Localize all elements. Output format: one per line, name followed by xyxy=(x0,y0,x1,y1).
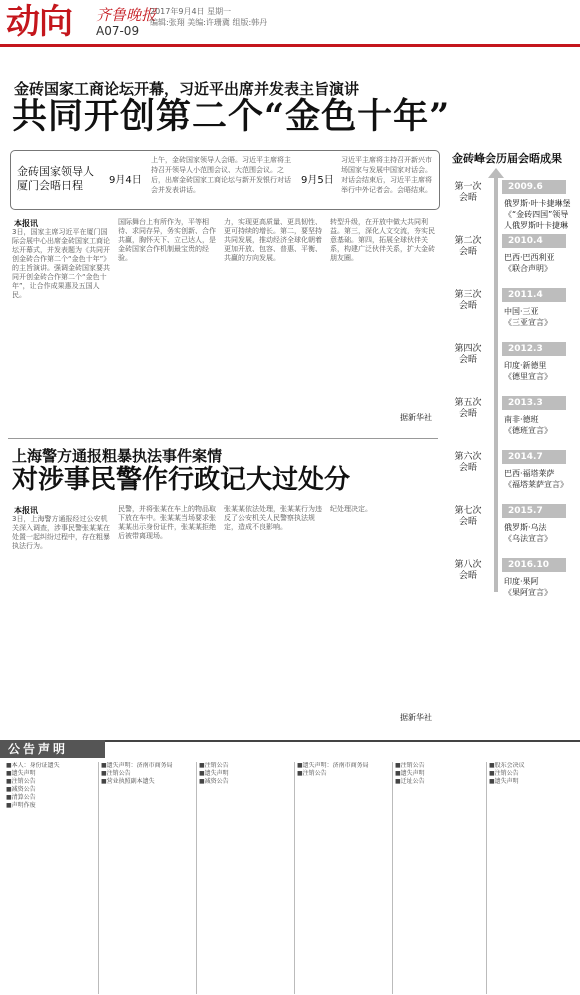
timeline-year: 2014.7 xyxy=(502,450,566,464)
story1-byline: 本报讯 xyxy=(14,219,38,228)
timeline-item xyxy=(448,396,576,448)
timeline-item xyxy=(448,342,576,394)
notice-column: ■遗失声明：济南市商务局 ■注销公告 xyxy=(294,762,389,994)
timeline-label: 第三次 会晤 xyxy=(454,290,482,311)
story1-col2: 国际舞台上有所作为，平等相待、求同存异，务实创新、合作共赢，胸怀天下、立己达人，是金砖国家合作机制最宝贵的经验。 xyxy=(118,218,216,262)
timeline-item xyxy=(448,450,576,502)
timeline-item xyxy=(448,234,576,286)
notice-column: ■本人：身份证遗失 ■遗失声明 ■注销公告 ■减资公告 ■清算公告 ■声明作废 xyxy=(6,762,60,809)
story2-col3: 张某某依法处理，张某某行为违反了公安机关人民警察执法规定，造成不良影响。 xyxy=(224,505,322,531)
story2-byline: 本报讯 xyxy=(14,506,38,515)
story1-headline: 共同开创第二个“金色十年” xyxy=(12,96,451,137)
timeline-label: 第一次 会晤 xyxy=(454,182,482,203)
notice-column: ■股东会决议 ■注销公告 ■遗失声明 xyxy=(486,762,576,994)
page-header xyxy=(0,0,580,48)
header-meta: 2017年9月4日 星期一 编辑:张翔 美编:许珊冀 组版:韩丹 xyxy=(150,7,268,27)
timeline-label: 第五次 会晤 xyxy=(454,398,482,419)
timeline-year: 2015.7 xyxy=(502,504,566,518)
timeline-item xyxy=(448,558,576,610)
timeline-label: 第七次 会晤 xyxy=(454,506,482,527)
story2-source: 据新华社 xyxy=(400,713,432,722)
section-divider xyxy=(8,438,438,439)
timeline-panel xyxy=(448,150,576,605)
timeline-item xyxy=(448,504,576,556)
timeline-result: 中国·三亚 《三亚宣言》 xyxy=(504,307,552,327)
story1-col1: 3日，国家主席习近平在厦门国际会展中心出席金砖国家工商论坛开幕式，并发表题为《共同开创金砖合作第二个“金色十年”》的主旨演讲。强调金砖国家要共同开创金砖合作第二个“金色十年”，让合作成果惠及五国人民。 xyxy=(12,228,111,299)
story2-headline: 对涉事民警作行政记大过处分 xyxy=(12,465,351,495)
timeline-year: 2010.4 xyxy=(502,234,566,248)
notice-column: ■注销公告 ■遗失声明 ■减资公告 xyxy=(196,762,291,994)
timeline-year: 2011.4 xyxy=(502,288,566,302)
newspaper-brand: 齐鲁晚报 xyxy=(96,6,157,24)
timeline-year: 2013.3 xyxy=(502,396,566,410)
timeline-title: 金砖峰会历届会晤成果 xyxy=(452,152,562,165)
header-rule xyxy=(0,44,580,47)
story2-col2: 民警，并将张某在车上的物品取下放在车中。张某某当场要求张某某出示身份证件，张某某拒绝后被带离现场。 xyxy=(118,505,216,540)
timeline-item xyxy=(448,180,576,232)
story2-col1: 3日，上海警方通报经过公安机关深入调查，涉事民警张某某在处置一起纠纷过程中，存在粗暴执法行为。 xyxy=(12,515,110,550)
schedule-box xyxy=(10,150,440,210)
page-number: A07-09 xyxy=(96,24,140,38)
timeline-year: 2012.3 xyxy=(502,342,566,356)
timeline-year: 2016.10 xyxy=(502,558,566,572)
timeline-result: 巴西·巴西利亚 《联合声明》 xyxy=(504,253,555,273)
story1-col3: 力，实现更高质量、更具韧性、更可持续的增长。第二，要坚持共同发展，推动经济全球化朝着更加开放、包容、普惠、平衡、共赢的方向发展。 xyxy=(224,218,322,262)
timeline-label: 第四次 会晤 xyxy=(454,344,482,365)
schedule-day2: 9月5日 xyxy=(301,175,334,186)
story1-kicker: 金砖国家工商论坛开幕，习近平出席并发表主旨演讲 xyxy=(14,80,360,98)
timeline-result: 俄罗斯·乌法 《乌法宣言》 xyxy=(504,523,552,543)
story1-source: 据新华社 xyxy=(400,413,432,422)
timeline-result: 印度·新德里 《德里宣言》 xyxy=(504,361,552,381)
notice-column: ■注销公告 ■遗失声明 ■迁址公告 xyxy=(392,762,482,994)
story2-col4: 纪处理决定。 xyxy=(330,505,372,513)
timeline-result: 俄罗斯·叶卡捷琳堡 《“金砖四国”领导人俄罗斯叶卡捷琳 xyxy=(504,199,571,230)
timeline-year: 2009.6 xyxy=(502,180,566,194)
schedule-title: 金砖国家领导人 厦门会晤日程 xyxy=(17,165,94,192)
timeline-label: 第六次 会晤 xyxy=(454,452,482,473)
notices-section xyxy=(0,740,580,995)
timeline-result: 南非·德班 《德班宣言》 xyxy=(504,415,552,435)
timeline-result: 巴西·福塔莱萨 《福塔莱萨宣言》 xyxy=(504,469,568,489)
schedule-day1-text: 上午，金砖国家领导人会晤。习近平主席将主持召开领导人小范围会议、大范围会议。之后，出席金砖国家工商论坛与新开发银行对话会并发表讲话。 xyxy=(151,156,291,194)
notices-header: 公告声明 xyxy=(0,740,105,758)
notice-column: ■遗失声明：济南市商务局 ■注销公告 ■营业执照副本遗失 xyxy=(98,762,193,994)
timeline-label: 第二次 会晤 xyxy=(454,236,482,257)
story2-kicker: 上海警方通报粗暴执法事件案情 xyxy=(12,447,223,465)
story1-col4: 转型升级，在开放中做大共同利益。第三，深化人文交流，夯实民意基础。第四，拓展全球伙伴关系，构建广泛伙伴关系，扩大金砖朋友圈。 xyxy=(330,218,435,262)
section-title: 动向 xyxy=(6,2,72,42)
timeline-result: 印度·果阿 《果阿宣言》 xyxy=(504,577,552,597)
timeline-label: 第八次 会晤 xyxy=(454,560,482,581)
schedule-day2-text: 习近平主席将主持召开新兴市场国家与发展中国家对话会。对话会结束后，习近平主席将举行中外记者会。会晤结束。 xyxy=(341,156,432,194)
schedule-day1: 9月4日 xyxy=(109,175,142,186)
timeline-item xyxy=(448,288,576,340)
